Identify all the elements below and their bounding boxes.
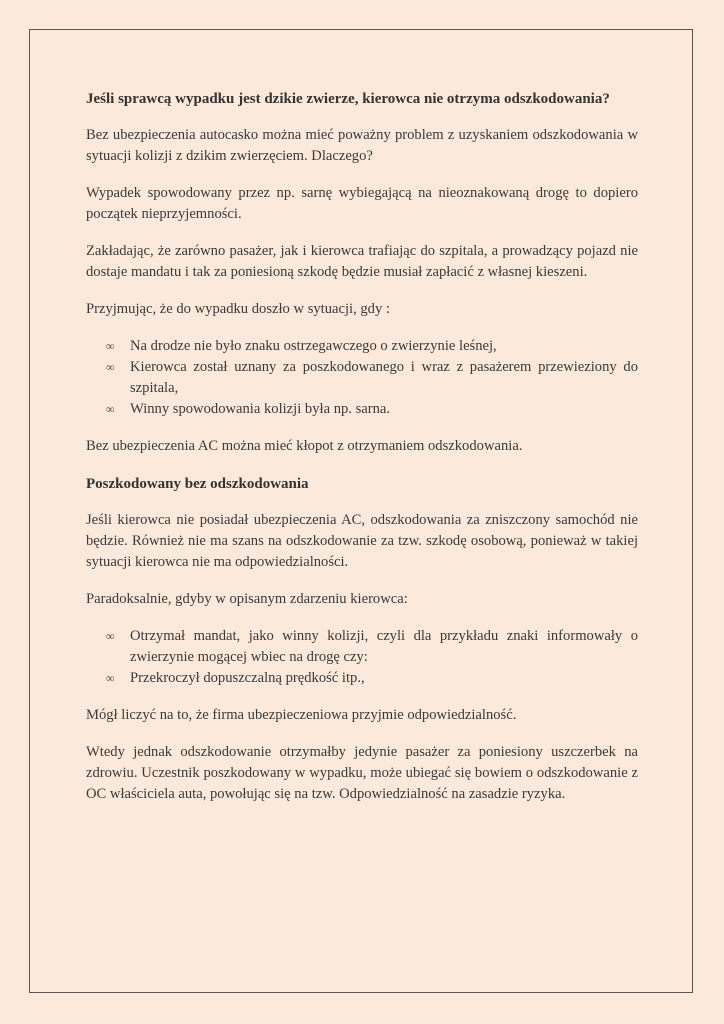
infinity-bullet-icon: ∞ xyxy=(106,402,115,416)
paragraph: Bez ubezpieczenia AC można mieć kłopot z otrzymaniem odszkodowania. xyxy=(86,438,523,454)
infinity-bullet-icon: ∞ xyxy=(106,360,115,374)
paragraph: Paradoksalnie, gdyby w opisanym zdarzeniu kierowca: xyxy=(86,591,408,607)
driver-actions-list xyxy=(86,626,638,689)
paragraph: Mógł liczyć na to, że firma ubezpieczeniowa przyjmie odpowiedzialność. xyxy=(86,707,517,723)
heading-wild-animal: Jeśli sprawcą wypadku jest dzikie zwierze, kierowca nie otrzyma odszkodowania? xyxy=(86,91,610,107)
infinity-bullet-icon: ∞ xyxy=(106,339,115,353)
list-item: ∞ Przekroczył dopuszczalną prędkość itp., xyxy=(130,668,638,689)
paragraph: Zakładając, że zarówno pasażer, jak i kierowca trafiając do szpitala, a prowadzący pojazd nie dostaje mandatu i tak za poniesioną szkodę będzie musiał zapłacić z własnej kieszeni. xyxy=(86,243,638,280)
infinity-bullet-icon: ∞ xyxy=(106,629,115,643)
paragraph: Bez ubezpieczenia autocasko można mieć poważny problem z uzyskaniem odszkodowania w sytuacji kolizji z dzikim zwierzęciem. Dlaczego? xyxy=(86,127,638,164)
heading-no-compensation: Poszkodowany bez odszkodowania xyxy=(86,476,309,492)
document-body xyxy=(86,88,638,821)
list-item: ∞ Winny spowodowania kolizji była np. sarna. xyxy=(130,399,638,420)
paragraph: Wtedy jednak odszkodowanie otrzymałby jedynie pasażer za poniesiony uszczerbek na zdrowiu. Uczestnik poszkodowany w wypadku, może ubiegać się bowiem o odszkodowanie z OC właściciela auta, powołując się na tzw. Odpowiedzialność na zasadzie ryzyka. xyxy=(86,744,638,802)
infinity-bullet-icon: ∞ xyxy=(106,671,115,685)
list-item: ∞ Na drodze nie było znaku ostrzegawczego o zwierzynie leśnej, xyxy=(130,336,638,357)
paragraph: Wypadek spowodowany przez np. sarnę wybiegającą na nieoznakowaną drogę to dopiero początek nieprzyjemności. xyxy=(86,185,638,222)
conditions-list xyxy=(86,336,638,420)
paragraph: Przyjmując, że do wypadku doszło w sytuacji, gdy : xyxy=(86,301,390,317)
list-item: ∞ Otrzymał mandat, jako winny kolizji, czyli dla przykładu znaki informowały o zwierzynie mogącej wbiec na drogę czy: xyxy=(106,628,638,665)
paragraph: Jeśli kierowca nie posiadał ubezpieczenia AC, odszkodowania za zniszczony samochód nie będzie. Również nie ma szans na odszkodowanie za tzw. szkodę osobową, ponieważ w takiej sytuacji kierowca nie ma odpowiedzialności. xyxy=(86,512,638,570)
list-item: ∞ Kierowca został uznany za poszkodowanego i wraz z pasażerem przewieziony do szpitala, xyxy=(106,359,638,396)
